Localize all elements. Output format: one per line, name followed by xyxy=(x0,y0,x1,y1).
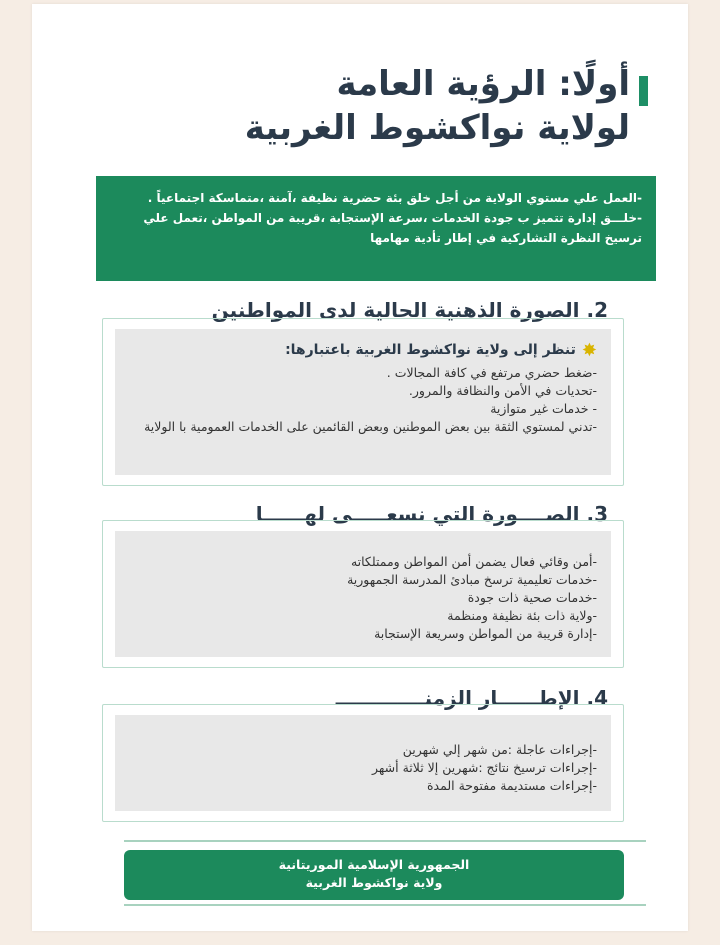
list-item: -ضغط حضري مرتفع في كافة المجالات . xyxy=(386,365,597,380)
title-accent-bar xyxy=(639,76,648,106)
title-line-2: لولاية نواكشوط الغربية xyxy=(244,108,630,148)
list-item: - خدمات غير متوازية xyxy=(490,401,597,416)
section-3-frame xyxy=(102,520,624,668)
section-3-content xyxy=(115,531,611,657)
section-2-frame xyxy=(102,318,624,486)
intro-box xyxy=(96,176,656,281)
list-item: -إجراءات عاجلة :من شهر إلي شهرين xyxy=(402,742,597,757)
footer-banner xyxy=(124,850,624,900)
list-item: -إدارة قريبة من المواطن وسريعة الإستجابة xyxy=(374,626,597,641)
section-4-heading: 4. الإطــــــار الزمنـــــــــــــ xyxy=(335,686,608,710)
section-2-heading: 2. الصورة الذهنية الحالية لدى المواطنين xyxy=(211,298,608,322)
list-item: -ولاية ذات بئة نظيفة ومنظمة xyxy=(447,608,597,623)
list-item: -إجراءات ترسيخ نتائج :شهرين إلا ثلاثة أشهر xyxy=(372,760,597,775)
section-4-frame xyxy=(102,704,624,822)
list-item: -خدمات تعليمية ترسخ مبادئ المدرسة الجمهورية xyxy=(347,572,597,587)
intro-paragraph-2: -خلـــق إدارة تتميز ب جودة الخدمات ،سرعة الإستجابة ،قريبة من المواطن ،تعمل علي ترسيخ النظرة التشاركية في إطار تأدية مهامها xyxy=(143,211,642,245)
section-3-heading: 3. الصــــورة التي نسعـــــى لهــــــا xyxy=(255,502,608,526)
list-item: -أمن وقائي فعال يضمن أمن المواطن وممتلكاته xyxy=(350,554,597,569)
footer-line-2: ولاية نواكشوط الغربية xyxy=(305,875,443,890)
section-4-content xyxy=(115,715,611,811)
list-item: -خدمات صحية ذات جودة xyxy=(467,590,597,605)
intro-paragraph-1: -العمل علي مستوي الولاية من أجل خلق بئة حضرية نظيفة ،آمنة ،متماسكة اجتماعياً . xyxy=(147,191,642,205)
title-line-1: أولًا: الرؤية العامة xyxy=(336,64,630,104)
footer-divider-bottom xyxy=(124,904,646,906)
section-2-subheading-text: تنظر إلى ولاية نواكشوط الغربية باعتبارها: xyxy=(285,342,576,358)
section-2-subheading xyxy=(129,339,597,362)
star-icon: ✸ xyxy=(581,340,597,361)
section-2-content xyxy=(115,329,611,475)
list-item: -تحديات في الأمن والنظافة والمرور. xyxy=(408,383,597,398)
document-page xyxy=(32,4,688,931)
list-item: -إجراءات مستديمة مفتوحة المدة xyxy=(426,778,597,793)
footer-divider-top xyxy=(124,840,646,842)
page-title xyxy=(150,62,630,150)
footer-line-1: الجمهورية الإسلامية الموريتانية xyxy=(278,857,470,872)
list-item: -تدني لمستوي الثقة بين بعض الموطنين وبعض القائمين على الخدمات العمومية با الولاية xyxy=(144,419,597,434)
